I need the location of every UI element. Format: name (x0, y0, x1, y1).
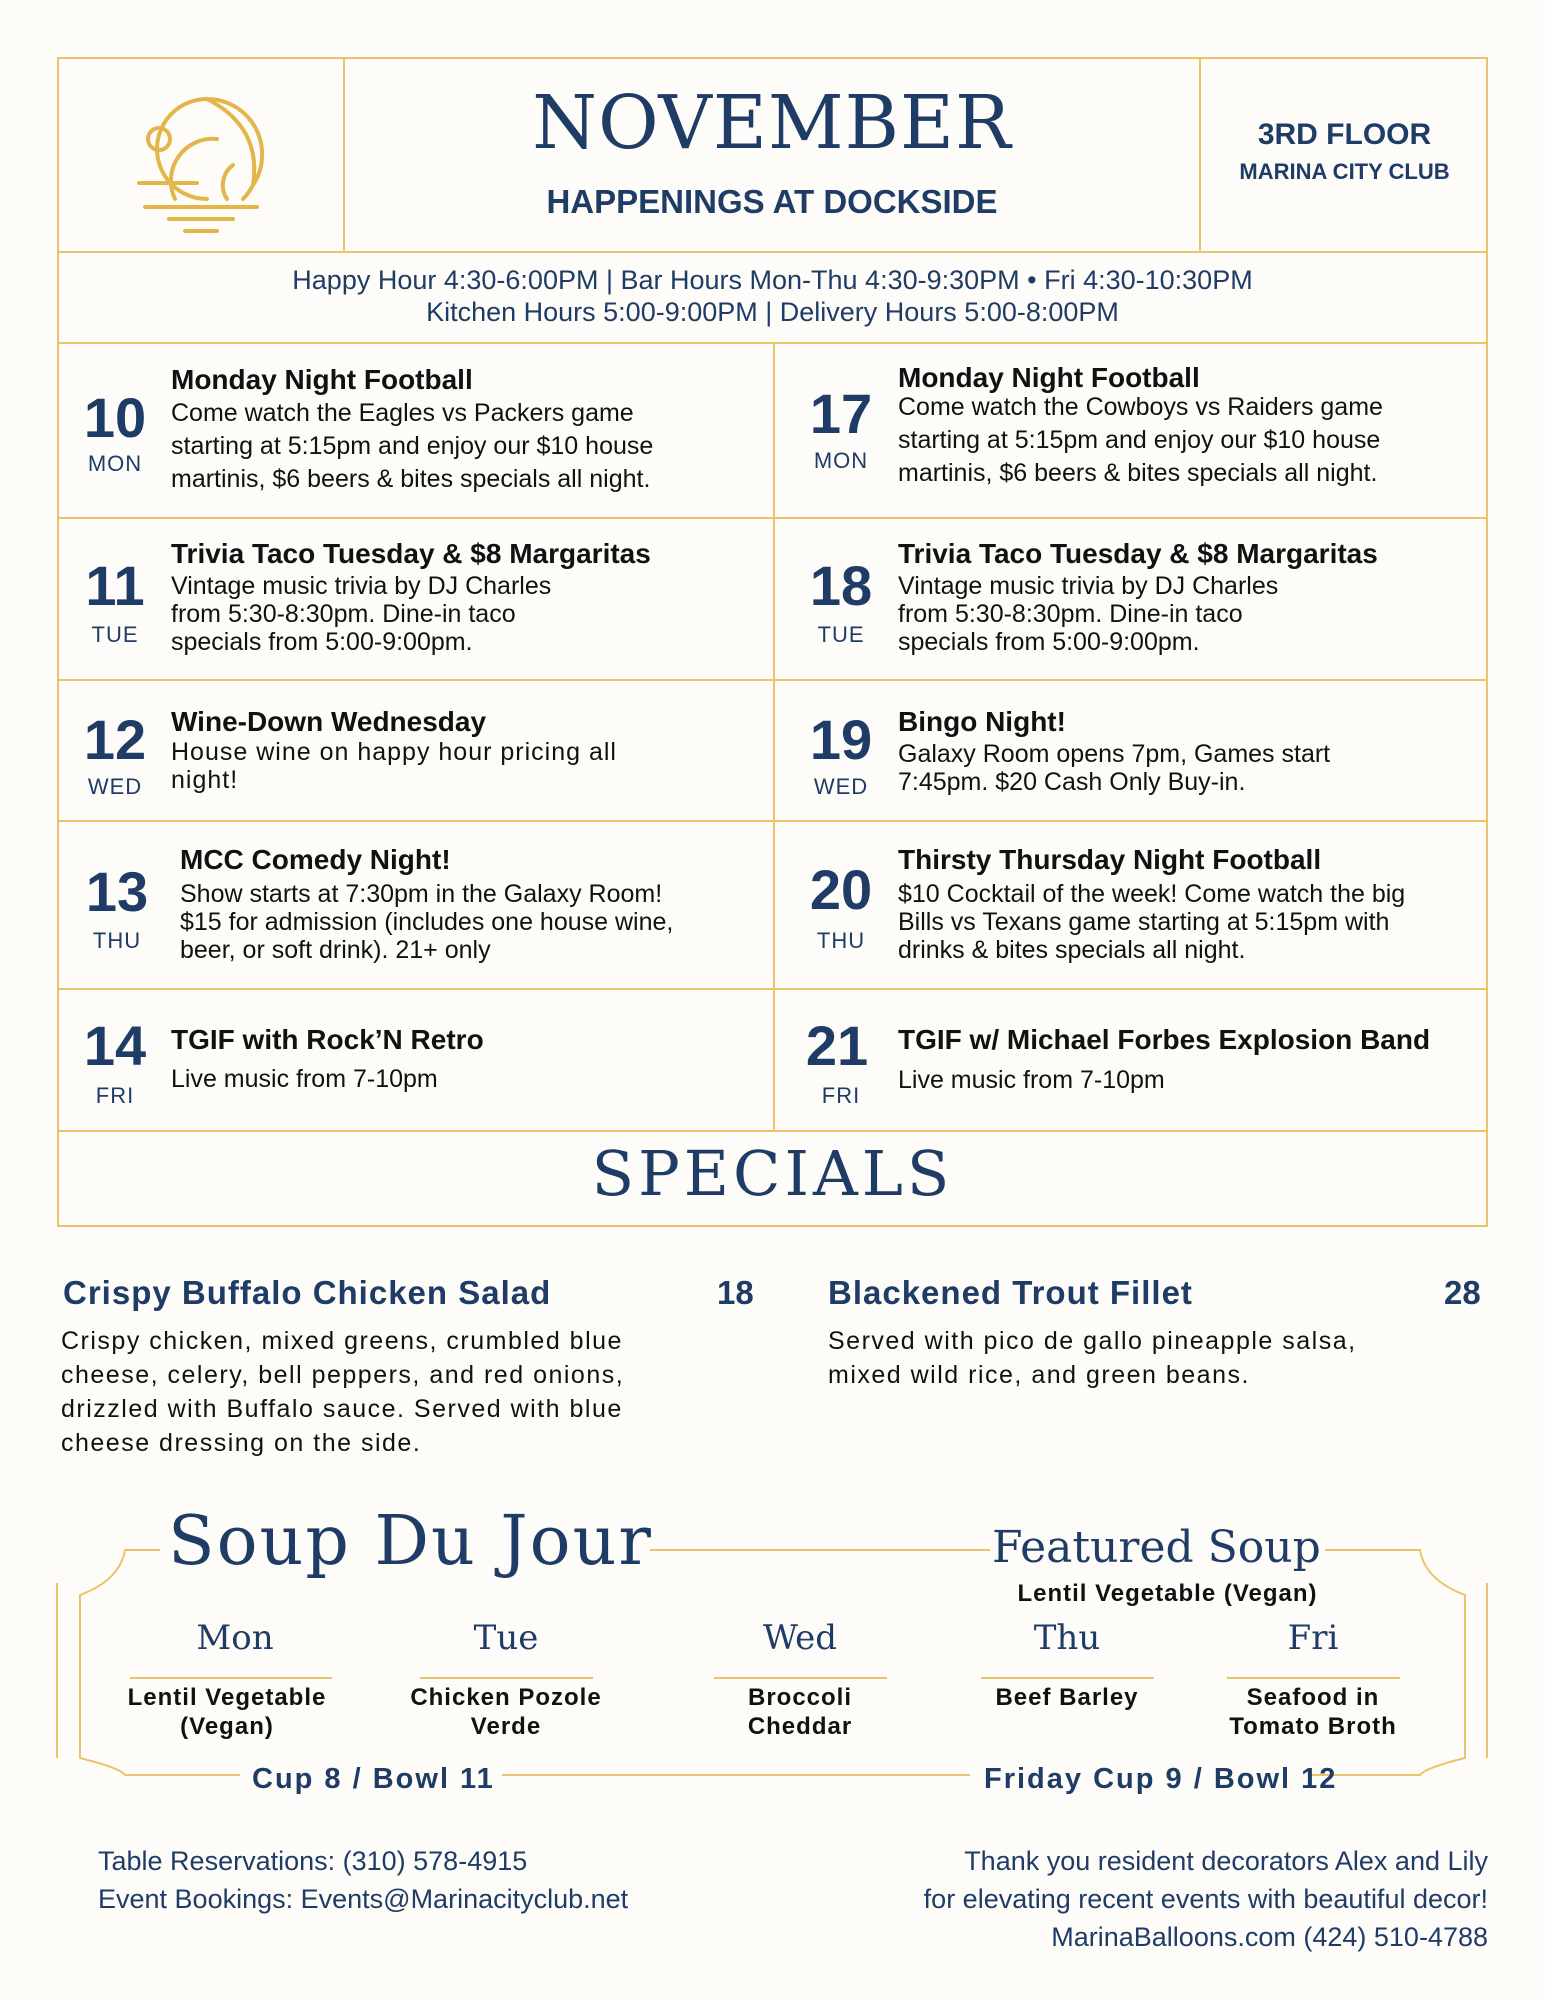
soup-name-line: Cheddar (747, 1713, 853, 1740)
event-title: Wine-Down Wednesday (171, 706, 487, 737)
event-desc-line: Bills vs Texans game starting at 5:15pm with (898, 908, 1390, 936)
featured-soup-label: Featured Soup (992, 1522, 1321, 1573)
event-day-of-week: MON (87, 451, 143, 476)
floor-label: 3RD FLOOR (1257, 118, 1432, 151)
soup-name-line: Seafood in (1246, 1684, 1380, 1711)
soup-name-line: Beef Barley (995, 1684, 1139, 1711)
event-title: Monday Night Football (898, 362, 1200, 393)
event-day-of-week: TUE (91, 622, 139, 647)
event-desc-line: night! (171, 766, 239, 794)
soup-heading: Soup Du Jour (168, 1502, 653, 1581)
soup-day-rule (130, 1677, 332, 1679)
event-desc-line: from 5:30-8:30pm. Dine-in taco (171, 600, 516, 628)
event-desc-line: specials from 5:00-9:00pm. (171, 628, 473, 656)
event-desc-line: Come watch the Cowboys vs Raiders game (898, 393, 1383, 421)
special-desc-line: Crispy chicken, mixed greens, crumbled blue (61, 1327, 623, 1355)
event-title: Monday Night Football (171, 364, 473, 395)
event-desc-line: specials from 5:00-9:00pm. (898, 628, 1200, 656)
special-desc-line: mixed wild rice, and green beans. (828, 1361, 1250, 1389)
event-title: TGIF with Rock’N Retro (171, 1024, 484, 1055)
event-day-number: 20 (809, 858, 873, 921)
event-day-number: 12 (83, 708, 147, 771)
bookings-contact: Event Bookings: Events@Marinacityclub.net (98, 1884, 629, 1914)
soup-day-label: Tue (473, 1618, 539, 1658)
special-price: 18 (717, 1274, 754, 1311)
soup-name-line: Broccoli (747, 1684, 853, 1711)
club-label: MARINA CITY CLUB (1239, 159, 1450, 184)
event-day-number: 13 (85, 860, 149, 923)
event-title: TGIF w/ Michael Forbes Explosion Band (898, 1024, 1431, 1055)
friday-soup-price: Friday Cup 9 / Bowl 12 (984, 1763, 1338, 1795)
event-title: Bingo Night! (898, 706, 1066, 737)
event-day-number: 21 (805, 1014, 869, 1077)
soup-day-label: Wed (762, 1618, 838, 1658)
soup-day-label: Thu (1033, 1618, 1101, 1658)
decorator-contact: MarinaBalloons.com (424) 510-4788 (1051, 1922, 1488, 1952)
soup-day-label: Mon (196, 1618, 274, 1658)
special-price: 28 (1444, 1274, 1481, 1311)
event-day-of-week: THU (92, 928, 142, 953)
special-desc-line: cheese dressing on the side. (61, 1429, 422, 1457)
event-day-number: 18 (809, 554, 873, 617)
event-desc-line: Show starts at 7:30pm in the Galaxy Room! (180, 880, 663, 908)
event-day-of-week: WED (813, 774, 869, 799)
event-title: Trivia Taco Tuesday & $8 Margaritas (171, 538, 651, 569)
soup-day-label: Fri (1287, 1618, 1339, 1658)
event-desc-line: martinis, $6 beers & bites specials all night. (171, 465, 651, 493)
event-desc-line: $15 for admission (includes one house wine, (180, 908, 674, 936)
special-desc-line: drizzled with Buffalo sauce. Served with blue (61, 1395, 623, 1423)
event-day-of-week: THU (816, 928, 866, 953)
event-desc-line: drinks & bites specials all night. (898, 936, 1246, 964)
event-title: Thirsty Thursday Night Football (898, 844, 1322, 875)
event-desc-line: Come watch the Eagles vs Packers game (171, 399, 634, 427)
special-desc-line: Served with pico de gallo pineapple salsa, (828, 1327, 1357, 1355)
event-desc-line: 7:45pm. $20 Cash Only Buy-in. (898, 768, 1246, 796)
event-desc-line: Galaxy Room opens 7pm, Games start (898, 740, 1331, 768)
event-day-of-week: FRI (821, 1083, 861, 1108)
special-name: Crispy Buffalo Chicken Salad (63, 1274, 552, 1311)
page-subtitle: HAPPENINGS AT DOCKSIDE (546, 183, 998, 220)
hours-line-2: Kitchen Hours 5:00-9:00PM | Delivery Hours 5:00-8:00PM (426, 297, 1119, 327)
event-desc-line: Live music from 7-10pm (898, 1066, 1165, 1094)
soup-day-rule (1227, 1677, 1400, 1679)
soup-name-line: Tomato Broth (1229, 1713, 1397, 1740)
event-title: MCC Comedy Night! (180, 844, 451, 875)
event-desc-line: $10 Cocktail of the week! Come watch the big (898, 880, 1406, 908)
event-day-number: 10 (83, 386, 147, 449)
soup-day-rule (981, 1677, 1154, 1679)
event-day-number: 17 (809, 382, 873, 445)
page-title: NOVEMBER (532, 80, 1012, 166)
event-day-number: 14 (83, 1014, 147, 1077)
event-desc-line: House wine on happy hour pricing all (171, 738, 617, 766)
event-desc-line: Live music from 7-10pm (171, 1065, 438, 1093)
special-desc-line: cheese, celery, bell peppers, and red onions, (61, 1361, 625, 1389)
event-desc-line: starting at 5:15pm and enjoy our $10 house (171, 432, 654, 460)
event-day-of-week: MON (813, 448, 869, 473)
soup-name-line: Verde (470, 1713, 542, 1740)
soup-name-line: Lentil Vegetable (127, 1684, 327, 1711)
event-day-of-week: WED (87, 774, 143, 799)
event-desc-line: martinis, $6 beers & bites specials all night. (898, 459, 1378, 487)
event-title: Trivia Taco Tuesday & $8 Margaritas (898, 538, 1378, 569)
event-day-number: 19 (809, 708, 873, 771)
event-desc-line: beer, or soft drink). 21+ only (180, 936, 491, 964)
reservations-contact: Table Reservations: (310) 578-4915 (98, 1846, 528, 1876)
event-day-number: 11 (85, 554, 145, 617)
soup-day-rule (714, 1677, 887, 1679)
soup-name-line: Chicken Pozole (410, 1684, 602, 1711)
event-desc-line: Vintage music trivia by DJ Charles (171, 572, 552, 600)
specials-heading: SPECIALS (591, 1137, 954, 1210)
thanks-line-2: for elevating recent events with beautiful decor! (923, 1884, 1488, 1914)
event-day-of-week: TUE (817, 622, 865, 647)
featured-soup-name: Lentil Vegetable (Vegan) (1017, 1580, 1318, 1607)
soup-price: Cup 8 / Bowl 11 (252, 1763, 495, 1795)
thanks-line-1: Thank you resident decorators Alex and Lily (964, 1846, 1488, 1876)
event-desc-line: Vintage music trivia by DJ Charles (898, 572, 1279, 600)
event-day-of-week: FRI (95, 1083, 135, 1108)
event-desc-line: from 5:30-8:30pm. Dine-in taco (898, 600, 1243, 628)
hours-line-1: Happy Hour 4:30-6:00PM | Bar Hours Mon-Thu 4:30-9:30PM • Fri 4:30-10:30PM (292, 265, 1253, 295)
special-name: Blackened Trout Fillet (828, 1274, 1193, 1311)
soup-name-line: (Vegan) (180, 1713, 274, 1740)
event-desc-line: starting at 5:15pm and enjoy our $10 house (898, 426, 1381, 454)
soup-day-rule (420, 1677, 593, 1679)
